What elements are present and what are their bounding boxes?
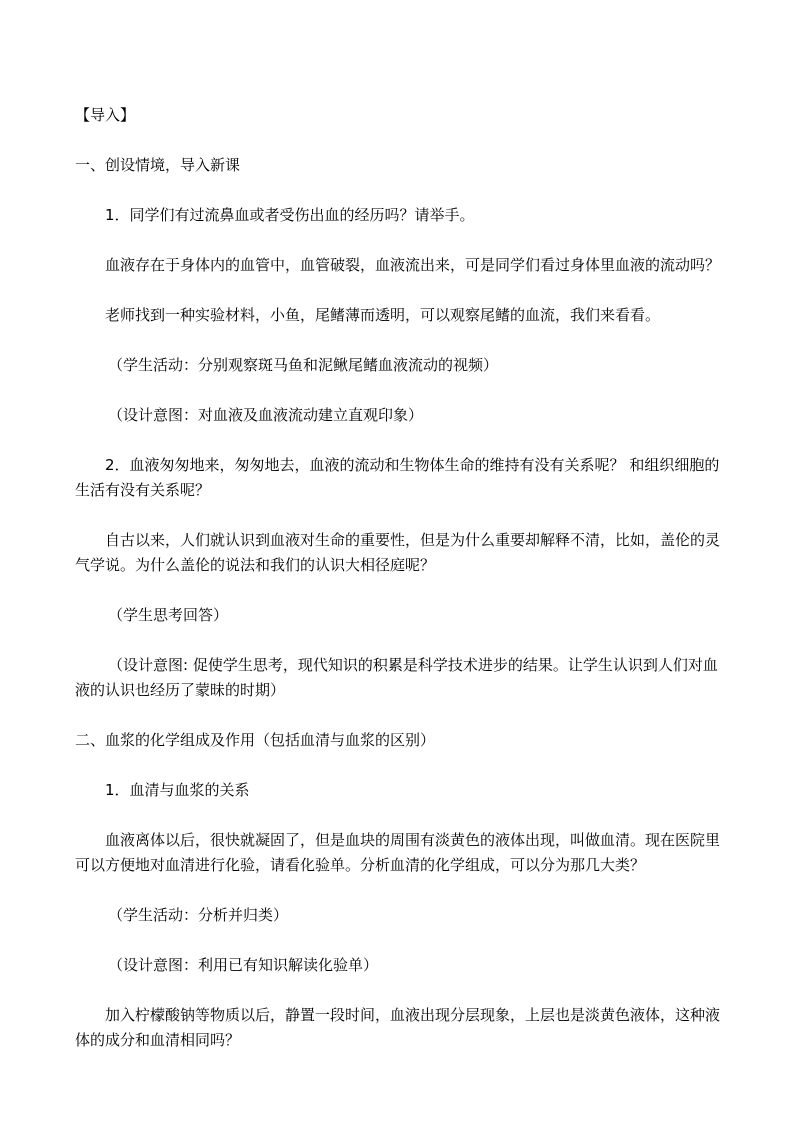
paragraph-note: （设计意图: 促使学生思考，现代知识的积累是科学技术进步的结果。让学生认识到人们对血液的认识也经历了蒙昧的时期） (75, 656, 718, 699)
paragraph-heading-2: 二、血浆的化学组成及作用（包括血清与血浆的区别） (75, 731, 436, 749)
paragraph-note: （设计意图：利用已有知识解读化验单） (108, 956, 379, 974)
section-heading: 【导入】 (75, 106, 136, 124)
paragraph: 自古以来，人们就认识到血液对生命的重要性，但是为什么重要却解释不清，比如，盖伦的灵气学说。为什么盖伦的说法和我们的认识大相径庭呢？ (75, 531, 721, 574)
document-body (75, 103, 725, 1078)
paragraph-note: （学生活动：分别观察斑马鱼和泥鳅尾鳍血液流动的视频） (108, 356, 499, 374)
paragraph-note: （设计意图：对血液及血液流动建立直观印象） (108, 406, 424, 424)
paragraph-heading-1: 一、创设情境，导入新课 (75, 156, 241, 174)
paragraph: 2．血液匆匆地来，匆匆地去，血液的流动和生物体生命的维持有没有关系呢？ 和组织细胞的生活有没有关系呢？ (75, 456, 720, 499)
paragraph-note: （学生活动：分析并归类） (108, 906, 289, 924)
paragraph: 老师找到一种实验材料，小鱼，尾鳍薄而透明，可以观察尾鳍的血流，我们来看看。 (105, 306, 661, 324)
paragraph: 血液离体以后，很快就凝固了，但是血块的周围有淡黄色的液体出现，叫做血清。现在医院里可以方便地对血清进行化验，请看化验单。分析血清的化学组成，可以分为那几大类？ (75, 831, 721, 874)
paragraph: 加入柠檬酸钠等物质以后，静置一段时间，血液出现分层现象，上层也是淡黄色液体，这种液体的成分和血清相同吗？ (75, 1006, 721, 1049)
paragraph-note: （学生思考回答） (108, 606, 229, 624)
paragraph: 1．同学们有过流鼻血或者受伤出血的经历吗？请举手。 (105, 206, 475, 224)
paragraph: 血液存在于身体内的血管中，血管破裂，血液流出来，可是同学们看过身体里血液的流动吗？ (105, 256, 721, 274)
paragraph: 1．血清与血浆的关系 (105, 781, 250, 799)
